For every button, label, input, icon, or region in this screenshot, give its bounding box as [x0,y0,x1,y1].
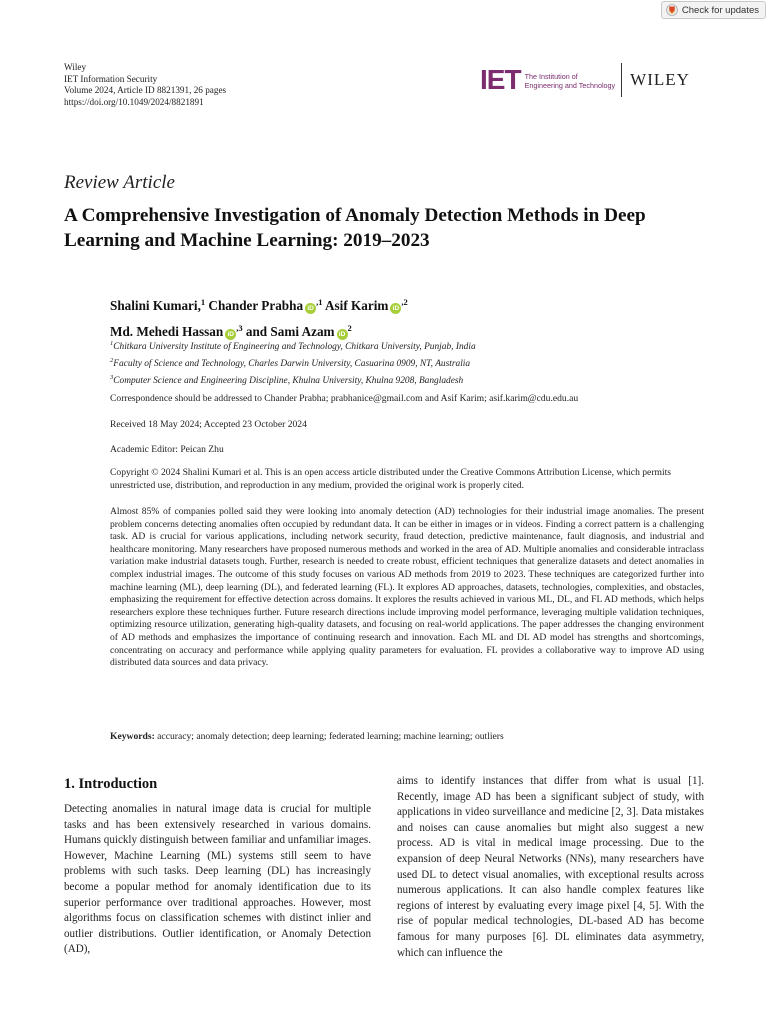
affiliation: $^3$Computer Science and Engineering Discipline, Khulna University, Khulna 9208, Bangladesh [110,374,464,387]
orcid-icon[interactable]: iD [305,303,316,314]
article-type: Review Article [64,172,175,193]
abstract: Almost 85% of companies polled said they were looking into anomaly detection (AD) technologies for their industrial image anomalies. The present problem concerns detecting anomalies often occupied by redundant data. It can be either in images or in videos. Finding a correct pattern is a challenging task. AD is crucial for various applications, including network security, fraud detection, predictive maintenance, fault diagnosis, and industrial and healthcare monitoring. Many researchers have proposed numerous methods and worked in the area of AD. Multiple anomalies and considerable intraclass variation make industrial datasets tough. Further, research is needed to create robust, efficient techniques that generalize datasets and detect anomalies in complex industrial images. The outcome of this study focuses on various AD methods from 2019 to 2023. These techniques are categorized further into machine learning (ML), deep learning (DL), and federated learning (FL). It explores AD approaches, datasets, technologies, complexities, and obstacles, emphasizing the requirement for effective detection across domains. It explores the results achieved in various ML, DL, and FL AD methods, which helps researchers explore these techniques further. Future research directions include improving model performance, leveraging multiple validation techniques, optimizing resource utilization, generating high-quality datasets, and focusing on real-world applications. The paper addresses the changing environment of AD methods and emphasizes the importance of continuing research and innovation. Each ML and DL AD model has strengths and shortcomings, concentrating on accuracy and performance while applying quality parameters for evaluation. FL provides a collaborative way to improve AD using distributed data sources and data privacy. [110,506,704,669]
section-heading: 1. Introduction [64,776,158,792]
correspondence: Correspondence should be addressed to Chander Prabha; prabhanice@gmail.com and Asif Karim; asif.karim@cdu.edu.au [110,393,579,404]
journal-info [64,62,226,108]
logo-divider [621,63,622,97]
check-for-updates-label: Check for updates [681,4,759,16]
keywords [110,731,704,742]
iet-logo: IET [480,64,521,95]
crossmark-icon [666,4,678,16]
keywords-label: Keywords: [110,731,155,742]
body-column-right: aims to identify instances that differ from what is usual [1]. Recently, image AD has been a significant subject of study, with applications in video surveillance and medicine [2, 3]. Data mistakes and noises can cause anomalies but might also suggest a new process. AD is vital in medical image processing. Due to the expansion of deep Neural Networks (NNs), many researchers have used DL to detect visual anomalies, with exceptional results across numerous applications. It can also handle complex features like regions of interest by evaluating every image pixel [4, 5]. With the rise of popular medical technologies, DL-based AD has become famous for many purposes [6]. DL eliminates data asymmetry, which can influence the [397,775,704,959]
keywords-text: accuracy; anomaly detection; deep learning; federated learning; machine learning; outliers [157,731,504,742]
author-name: and Sami Azam [245,324,335,339]
article-title: A Comprehensive Investigation of Anomaly Detection Methods in Deep Learning and Machine Learning: 2019–2023 [64,205,646,251]
publisher-line: Wiley [64,62,87,72]
orcid-icon[interactable]: iD [337,329,348,340]
orcid-icon[interactable]: iD [390,303,401,314]
check-for-updates-button[interactable] [661,1,766,19]
affiliations [110,337,710,388]
journal-name: IET Information Security [64,73,158,84]
author-name: Md. Mehedi Hassan [110,324,224,339]
author-name: Asif Karim [325,298,389,313]
iet-logo-text: The Institution of Engineering and Technology [524,72,616,90]
author-name: Chander Prabha [208,298,304,313]
author-name: Shalini Kumari, [110,298,201,313]
academic-editor: Academic Editor: Peican Zhu [110,444,224,455]
orcid-icon[interactable]: iD [225,329,236,340]
author-list: Shalini Kumari,$^1$ Chander Prabha $iD^{,1}$ Asif Karim $iD^{,2}$ Md. Mehedi Hassan $iD^{,3}$ and Sami Azam $iD^2$ [110,297,408,339]
affiliation: $^1$Chitkara University Institute of Engineering and Technology, Chitkara University, Punjab, India [110,340,476,353]
wiley-logo: WILEY [630,70,690,89]
received-dates: Received 18 May 2024; Accepted 23 October 2024 [110,419,307,430]
publisher-logos [480,62,708,98]
affiliation: $^2$Faculty of Science and Technology, Charles Darwin University, Casuarina 0909, NT, Australia [110,357,471,370]
body-column-left: Detecting anomalies in natural image data is crucial for multiple tasks and has been extensively researched in various domains. Humans quickly distinguish between familiar and unfamiliar images. However, Machine Learning (ML) systems still seem to have problems with such tasks. Deep learning (DL) has increasingly become a popular method for anomaly identification due to its superior performance over traditional approaches. However, most algorithms focus on classification schemes with distinct inlier and outlier distributions. Outlier identification, or Anomaly Detection (AD), [64,803,371,956]
volume-line: Volume 2024, Article ID 8821391, 26 pages [64,85,227,96]
doi-link[interactable]: https://doi.org/10.1049/2024/8821891 [64,96,204,107]
copyright-notice: Copyright © 2024 Shalini Kumari et al. This is an open access article distributed under the Creative Commons Attribution License, which permits unrestricted use, distribution, and reproduction in any medium, provided the original work is properly cited. [110,467,672,491]
